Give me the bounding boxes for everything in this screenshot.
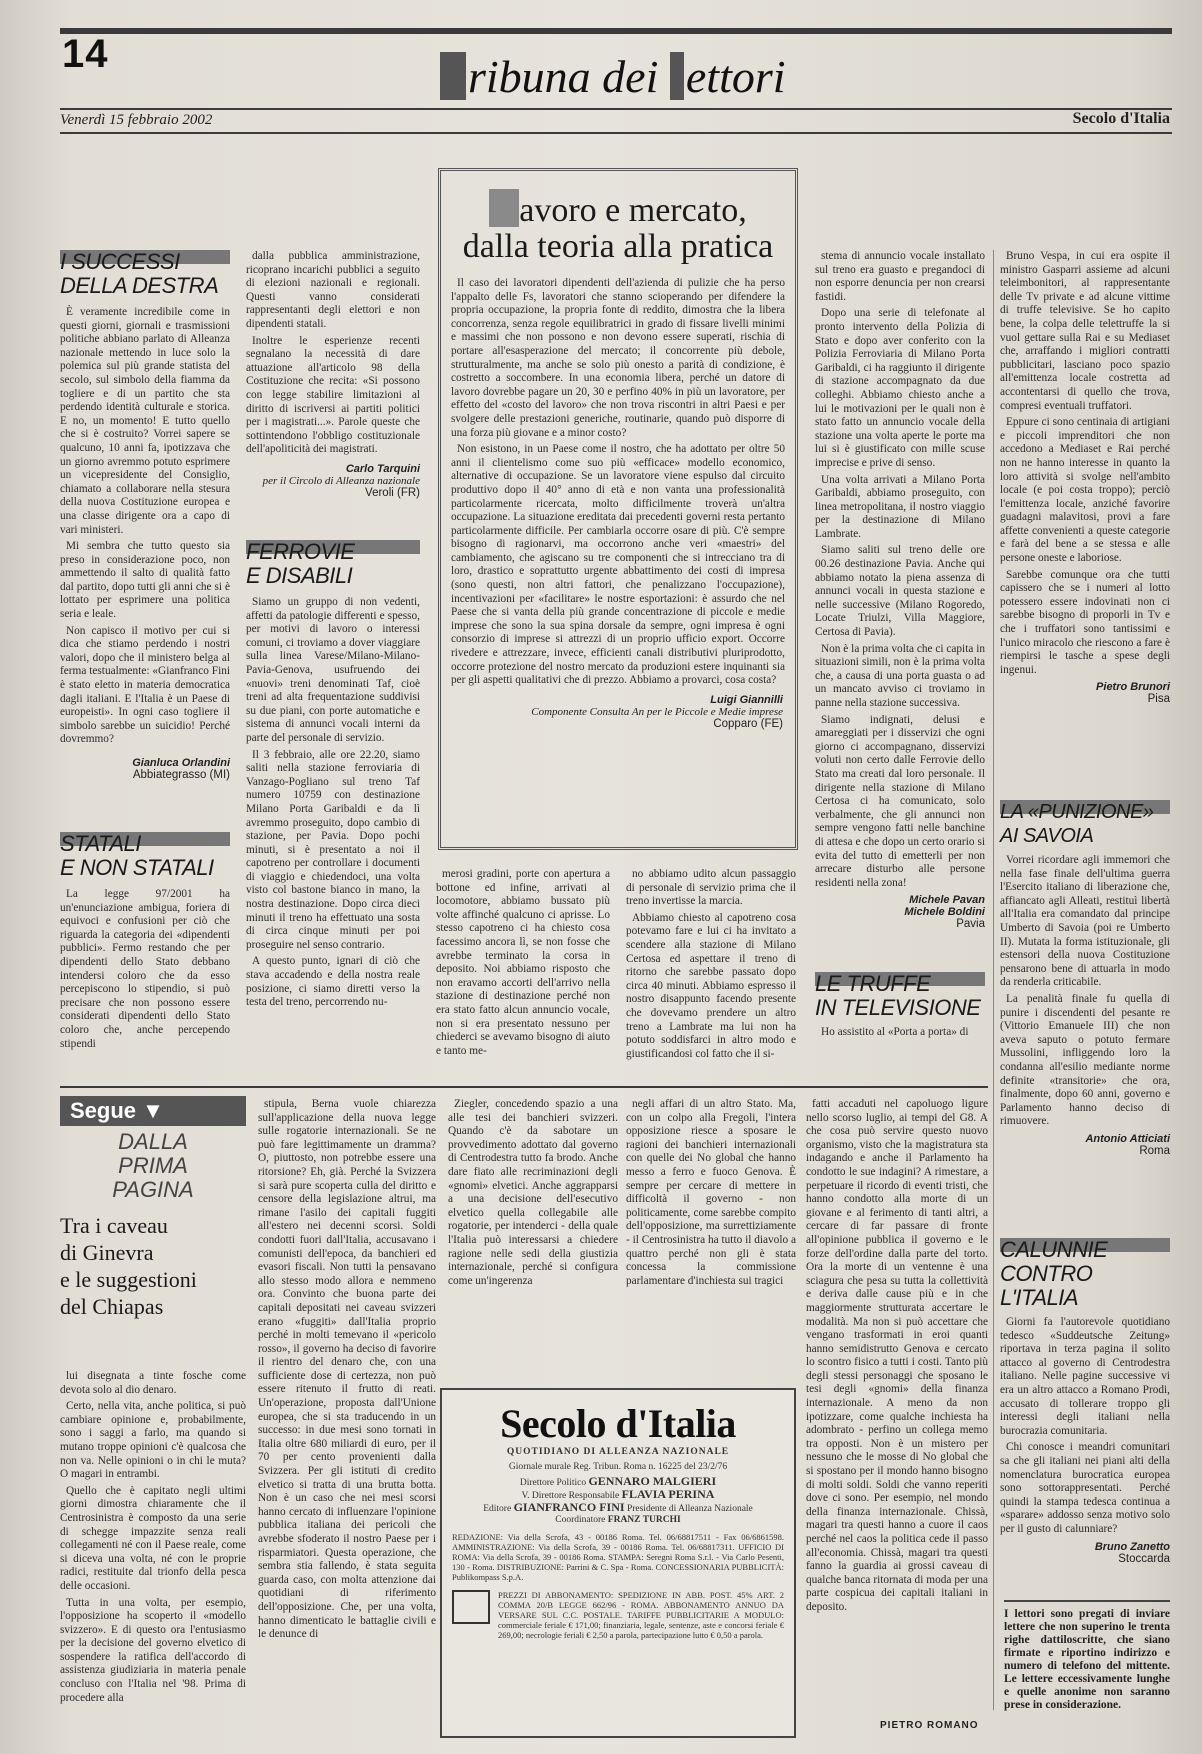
section-title-initial-t — [440, 52, 466, 100]
letter-body: Bruno Vespa, in cui era ospite il ministro Gasparri assieme ad alcuni teleimbonitori, al rappresentante delle Tv private e ad alcune vittime di truffe televisive. Se ho capito bene, la colpa delle telettruffe la si vuol gettare sulla Rai e su Mediaset che, arraffando i migliori contratti pubblicitari, lasciano poco spazio all'emittenza locale costretta ad accontentarsi di quello che trova, compresi eventuali truffatori. Eppure ci sono centinaia di artigiani e piccoli imprenditori che non accedono a Mediaset e Rai perché non ne hanno interesse in quanto la loro attività si svolge nell'ambito locale (e poi costa troppo); perciò l'emittenza locale, anziché favorire guadagni malavitosi, provi a fare affette convenienti a queste categorie e farà del bene a se stessa e alle persone oneste e laboriose. Sarebbe comunque ora che tutti capissero che se i numeri al lotto potessero essere indovinati non ci sarebbe bisogno di proporli in Tv e che i truffatori sono tantissimi e l'unico miracolo che riescono a fare è riempirsi le tasche a spese degli ingenui. — [1000, 250, 1170, 676]
signature-name: Antonio Atticiati — [1085, 1132, 1170, 1145]
feature-title: avoro e mercato, dalla teoria alla pratica — [441, 189, 795, 265]
letter-title: STATALI E NON STATALI — [60, 831, 214, 880]
segue-teaser: Tra i caveau di Ginevra e le suggestioni del Chiapas — [60, 1213, 197, 1319]
dateline: Venerdì 15 febbraio 2002 — [60, 112, 213, 128]
signature-name-2: Michele Boldini — [904, 906, 985, 919]
letter-body: Vorrei ricordare agli immemori che nella fase finale dell'ultima guerra l'Esercito italiano di liberazione che, affiancato agli Alleati, restituì libertà all'Italia era comandato dal principe Umberto di Savoia (poi re Umberto II). Mutata la forma istituzionale, gli estensori della nuova Costituzione pensarono bene di attuarla in modo da renderla criticabile. La penalità finale fu quella di punire i discendenti del pesante re (Vittorio Emanuele III) che non aveva saputo o potuto fermare Mussolini, infliggendo loro la condanna all'esilio mediante norme definite «transitorie» che ora, finalmente, dopo 60 anni, governo e Parlamento hanno deciso di rimuovere. — [1000, 854, 1170, 1128]
letter-truffe-continued — [1000, 250, 1170, 705]
header-rule-bottom — [60, 132, 1172, 134]
signature-org: Componente Consulta An per le Piccole e Medie imprese — [531, 705, 783, 718]
column-divider — [993, 250, 994, 1710]
top-rule — [60, 28, 1172, 34]
masthead-editor: Editore GIANFRANCO FINI Presidente di Alleanza Nazionale — [483, 1500, 753, 1514]
segue-label: Segue ▼ — [60, 1096, 246, 1126]
page-number: 14 — [62, 32, 109, 76]
letter-title: LE TRUFFE IN TELEVISIONE — [815, 971, 981, 1020]
section-title-part1: ribuna dei — [468, 51, 670, 102]
letter-successi — [60, 250, 230, 781]
section-divider — [60, 1086, 988, 1088]
arrow-down-icon: ▼ — [142, 1098, 164, 1123]
segue-article-col3: Ziegler, concedendo spazio a una alle tesi dei banchieri svizzeri. Quando c'è da sabotare un provvedimento adottato dal governo di Centrodestra tutto fa brodo. Anche dare fiato alle recriminazioni degli «gnomi» elvetici. Anche aggrapparsi a una decisione dell'esecutivo elvetico quella collegabile alle rogatorie, per intenderci - della quale l'Italia può interessarsi a chiedere ragione nelle sedi della giustizia internazionale, perché si configura come un'ingerenza — [448, 1098, 618, 1287]
letter-body: La legge 97/2001 ha un'enunciazione ambigua, foriera di equivoci e confusioni per ciò che riguarda la categoria dei «dipendenti pubblici». Fermo restando che per dipendenti dello Stato debbano intendersi coloro che da esso percepiscono lo stipendio, si può precisare che non possono essere considerati dipendenti dello Stato coloro che, anche percependo stipendi — [60, 888, 230, 1050]
letter-body: È veramente incredibile come in questi giorni, giornali e trasmissioni politiche abbiano parlato di Alleanza nazionale mettendo in luce solo la polemica sul più grande statista del secolo, sul simbolo della fiamma da togliere e di un partito che sta perdendo identità culturale e storica. E no, un momento! E tutto quello che si è costruito? Vorrei sapere se qualcuno, 10 anni fa, ipotizzava che un giorno avremmo potuto esprimere un vicepresidente del Consiglio, chiamato a collaborare nella stesura della nuova Costituzione europea e una classe dirigente ora a capo di vari ministeri. Mi sembra che tutto questo sia preso in considerazione poco, non ammettendo il salto di qualità fatto dal partito, dopo tutti gli anni che si è lottato per esprimere una politica seria e leale. Non capisco il motivo per cui si dica che stiamo perdendo i nostri valori, dopo che il ministero belga al ferma testualmente: «Gianfranco Fini è stato eletto in materia democratica dagli italiani. E l'Italia è un Paese di europeisti». In ogni caso togliere il simbolo sarebbe un suicidio! Perché dovremmo? — [60, 306, 230, 746]
signature-name: Pietro Brunori — [1096, 681, 1170, 694]
segue-article-col5: fatti accaduti nel capoluogo ligure nello scorso luglio, ai tempi del G8. A che cosa può servire questo nuovo organismo, visto che la magistratura sta indagando e anche il Parlamento ha condotto le sue indagini? A rimestare, a perpetuare il ricordo di eventi tristi, che hanno condotto alla morte di un giovane e al ferimento di tanti altri, a cercare di far passare di fronte all'opinione pubblica il governo e le forze dell'ordine dalla parte del torto. Ora la morte di un ventenne è una sciagura che pesa su tutta la collettività e deriva dalle cause più e in che maggiormente strutturata accertare le modalità. Ma non si può accettare che vengano trasformati in eroi quanti hanno semidistrutto Genova e cercato lo scontro fisico a tutti i costi. Tanto più degli stessi personaggi che sposano le tesi degli «gnomi» della finanza internazionale. A meno da non ipotizzare, come qualche inchiesta ha adombrato - perfino un collega memo tra opposti. Non è un mistero per nessuno che le mosse di No global che si spostano per il mondo hanno bisogno di molti soldi. Soldi che vanno reperiti dove ci sono. Per esempio, nel mondo della finanza internazionale. Chissà, magari tra questi hanno a cuore il caos perché nel caos la politica cede il passo all'economia. Chissà, magari tra questi fanno la guardia ai grossi caveau di qualche banca ritornata di moda per una parte cospicua dei capitali italiani in deposito. — [806, 1098, 988, 1613]
letter-body: Ho assistito al «Porta a porta» di — [821, 1026, 969, 1038]
masthead-coordinator: Coordinatore FRANZ TURCHI — [555, 1515, 681, 1525]
header-rule — [60, 108, 1172, 110]
masthead-title: Secolo d'Italia — [500, 1401, 736, 1446]
masthead-director: Direttore Politico GENNARO MALGIERI — [519, 1474, 717, 1488]
segue-article-col1: lui disegnata a tinte fosche come devota solo al dio denaro. Certo, nella vita, anche politica, si può cambiare opinione e, probabilmente, sono i saggi a farlo, ma quando si mutano troppe opinioni c'è qualcosa che non va. Nelle opinioni o in chi le muta? O magari in entrambi. Quello che è capitato negli ultimi giorni dimostra chiaramente che il Centrosinistra è composto da una serie di schegge impazzite senza reali collegamenti né con il Paese reale, come si diceva una volta, né con le proprie radici, restituite dal trionfo della pesca delle occasioni. Tutta in una volta, per esempio, l'opposizione ha scoperto il «modello svizzero». E di questo ora l'entusiasmo per la decisione del governo elvetico di sospendere la ratifica dell'accordo di assistenza giudiziaria in materia penale concluso con l'Italia nel '98. Prima di procedere alla — [60, 1370, 246, 1704]
feature-title-initial — [489, 189, 519, 227]
signature-org: per il Circolo di Alleanza nazionale — [262, 474, 420, 487]
feature-body: Il caso dei lavoratori dipendenti dell'azienda di pulizie che ha perso l'appalto delle Fs, lavoratori che stanno scioperando per difendere la propria occupazione, la propria fonte di reddito, dimostra che la libera concorrenza, senza regole equilibratrici in grado di fissare livelli minimi e massimi che non possono e non devono essere superati, rischia di portare all'esasperazione del mercato; il concorrente più debole, strutturalmente, ma anche se solo più onesto a parità di condizione, è costretto a soccombere. In una economia libera, perché un datore di lavoro dovrebbe pagare un 20, 30 e perfino 40% in più un lavoratore, per effetto del «costo del lavoro» che non trova riscontri in altri Paesi e per svolgere delle prestazioni generiche, routinarie, quando può disporre di una forza più giovane e a minor costo? Non esistono, in un Paese come il nostro, che ha adottato per oltre 50 anni il clientelismo come suo più «efficace» modello economico, alternative di occupazione. Se un lavoratore viene espulso dal circuito produttivo dopo il 40° anno di età e non vanta una professionalità particolarmente ricercata, molto difficilmente troverà un'altra occupazione. La situazione ereditata dai precedenti governi resta pertanto particolarmente difficile. Per cambiarla occorre osare di più. C'è sempre bisogno di ragionarvi, ma occorrono anche veri «maestri» del cambiamento, che agiscano su tre componenti che si intrecciano tra di loro, drastico e soprattutto urgente abbattimento dei costi di impresa (sono questi, non altri fattori, che penalizzano l'occupazione), incentivazioni per «facilitare» le nostre esportazioni: è assurdo che nel Paese che si vanta della più grande concentrazione di piccole e medie imprese che sono la sua spina dorsale da sempre, ogni impresa è ogni consorzio di imprese si attrezzi di un proprio ufficio export. Occorre rivedere e attrezzare, invece, efficienti canali distributivi pluriprodotto, occorre protezione del nostro mercato da produzioni estere inquinanti sia per gli aspetti qualitativi che di prezzo. Abbiamo a provarci, cosa costa? — [451, 277, 785, 687]
letter-truffe — [815, 972, 985, 1043]
signature-place: Abbiategrasso (MI) — [132, 769, 230, 781]
signature-name: Bruno Zanetto — [1094, 1540, 1170, 1553]
letter-title: I SUCCESSI DELLA DESTRA — [60, 249, 219, 298]
masthead-subscriptions-row — [452, 1590, 784, 1640]
signature-place: Pisa — [1147, 693, 1170, 706]
ferrovie-continued-1: merosi gradini, porte con apertura a bottone ed infine, arrivati al locomotore, abbiamo bussato più volte affinché qualcuno ci aprisse. Lo stesso capotreno ci ha chiesto cosa facessimo ancora lì, se non fosse che avrebbe terminato la corsa in deposito. Noi abbiamo risposto che non eravamo accorti dell'arrivo nella stazione di destinazione perché non era stato fatto alcun annuncio vocale, non si era presentato nessuno per chiederci se avevamo bisogno di aiuto e tanto me- — [436, 868, 610, 1057]
signature-name: Luigi Giannilli — [710, 693, 783, 706]
signature-place: Stoccarda — [1118, 1552, 1170, 1565]
segue-section — [60, 1096, 246, 1320]
fieg-logo-icon — [452, 1590, 490, 1624]
paper-name: Secolo d'Italia — [1072, 110, 1170, 127]
letter-title: FERROVIE E DISABILI — [246, 539, 355, 588]
letter-body: Giorni fa l'autorevole quotidiano tedesco «Suddeutsche Zeitung» riportava in terza pagina il solito attacco al governo di Centrodestra italiano. Nelle pagine successive vi era un altro attacco a Romano Prodi, accusato di tollerare troppo gli interessi degli italiani nella burocrazia comunitaria. Chi conosce i meandri comunitari sa che gli italiani nei piani alti della nomenclatura burocratica europea sono sottorappresentati. Perché quindi la stampa tedesca continua a «sparare» addosso senza motivo solo per il gusto di calunniare? — [1000, 1316, 1170, 1535]
ferrovie-continued-2: no abbiamo udito alcun passaggio di personale di servizio prima che il treno invertisse la marcia. Abbiamo chiesto al capotreno cosa potevamo fare e lui ci ha invitato a scendere alla stazione di Milano Certosa ed aspettare il treno di ritorno che sarebbe passato dopo circa 40 minuti. Abbiamo espresso il nostro disappunto facendo presente che dovevamo prendere un altro treno a Lambrate ma lui non ha potuto soddisfarci in altro modo e giustificandosi col fatto che il si- — [626, 868, 796, 1060]
masthead-box — [440, 1388, 796, 1738]
letter-ferrovie — [246, 540, 420, 1013]
letter-title: CALUNNIE CONTRO L'ITALIA — [1000, 1237, 1108, 1310]
signature-place: Roma — [1139, 1144, 1170, 1157]
letter-body: stema di annuncio vocale installato sul treno era guasto e pregandoci di non esporre denuncia per non crearsi fastidi. Dopo una serie di telefonate al pronto intervento della Polizia di Stato e dopo aver conferito con la Polizia Ferroviaria di Milano Porta Garibaldi, ci ha raggiunto il dirigente di stazione accompagnato da due colleghi. Abbiamo chiesto anche a lui le motivazioni per le quali non è stato fatto un annuncio vocale della stazione una volta aperte le porte ma lui si è giustificato con mille scuse imprecise e prive di senso. Una volta arrivati a Milano Porta Garibaldi, abbiamo proseguito, con linea metropolitana, il nostro viaggio per la destinazione di Milano Lambrate. Siamo saliti sul treno delle ore 00.26 destinazione Pavia. Anche qui abbiamo notato la piena assenza di annunci vocali in questa stazione e nelle successive (Milano Rogoredo, Locate Triulzi, Villa Maggiore, Certosa di Pavia). Non è la prima volta che ci capita in situazioni simili, non è la prima volta che, a causa di una porta guasta o ad un mancato avviso ci troviamo in panne nella stazione successiva. Siamo indignati, delusi e amareggiati per i disservizi che ogni giorno ci accompagnano, disservizi voluti non certo dalle Ferrovie dello Stato ma creati dal loro personale. Il dirigente nella stazione di Milano Certosa ci ha comunicato, solo verbalmente, che gli annunci non sempre vengono fatti nelle banchine di attesa e che dopo un certo orario si evita del tutto di emetterli per non arrecare disturbo alle persone residenti nella zona! — [815, 250, 985, 889]
letter-title: LA «PUNIZIONE» AI SAVOIA — [1000, 801, 1154, 847]
masthead-subtitle: QUOTIDIANO DI ALLEANZA NAZIONALE — [506, 1447, 730, 1457]
letter-calunnie — [1000, 1238, 1170, 1565]
section-title-initial-l — [670, 52, 684, 100]
letter-body: dalla pubblica amministrazione, ricoprano incarichi pubblici a seguito di elezioni nazionali e regionali. Questi vanno considerati rappresentanti degli elettori e non dipendenti statali. Inoltre le esperienze recenti segnalano la necessità di dare attuazione all'articolo 98 della Costituzione che recita: «Si possono con legge stabilire limitazioni al diritto di iscriversi ai partiti politici per i magistrati...». Parole queste che sottintendono l'obbligo costituzionale dell'apoliticità dei magistrati. — [246, 250, 420, 456]
signature-name-1: Michele Pavan — [909, 894, 985, 907]
segue-subtitle: DALLA PRIMA PAGINA — [112, 1129, 194, 1202]
letter-body: Siamo un gruppo di non vedenti, affetti da patologie differenti e spesso, per motivi di lavoro o interessi comuni, ci troviamo a dover viaggiare sulla linea Varese/Milano-Milano-Pavia-Genova, usufruendo dei «nuovi» treni denominati Taf, cioè treni ad alta frequentazione suddivisi su due piani, con porte automatiche e sistema di annunci vocali interni da parte del personale di servizio. Il 3 febbraio, alle ore 22.20, siamo saliti nella stazione ferroviaria di Vanzago-Pogliano sul treno Taf numero 10759 con destinazione Milano Porta Garibaldi e da lì avremmo proseguito, dopo cambio di stazione, per Pavia. Dopo pochi minuti, si è presentato a noi il capotreno per controllare i documenti di viaggio e chiedendoci, una volta visto col bastone bianco in mano, la nostra destinazione. Dopo circa dieci minuti il treno ha effettuato una sosta di circa cinque minuti per poi proseguire nel senso contrario. A questo punto, ignari di ciò che stava accadendo e della nostra reale posizione, ci siamo diretti verso la testa del treno, percorrendo nu- — [246, 596, 420, 1009]
section-title — [440, 50, 786, 103]
section-title-part2: ettori — [685, 51, 786, 102]
ferrovie-continued-3 — [815, 250, 985, 930]
letter-successi-continued — [246, 250, 420, 499]
article-author: PIETRO ROMANO — [880, 1720, 979, 1731]
segue-article-col2: stipula, Berna vuole chiarezza sull'applicazione della nuova legge sulle rogatorie internazionali. Se ne può fare legittimamente un dramma? O, piuttosto, non potrebbe essere una ritorsione? Eh, già. Perché la Svizzera si sarà pure scoperta culla del diritto e censore della legislazione altrui, ma rimane l'asilo dei capitali fuggiti all'estero nei decenni scorsi. Soldi condotti fuori dall'Italia, accusavano i comunisti dell'epoca, da banchieri ed evasori fiscali. Non tutti la pensavano allo stesso modo allora e nemmeno ora. Convinto che buona parte dei capitali depositati nei caveau svizzeri erano «fuggiti» dall'Italia proprio perché in molti temevano il «pericolo rosso», il governo ha deciso di favorire il rientro del denaro che, con una sufficiente dose di certezza, non può essere ritenuto il frutto di reati. Un'operazione, proposta dall'Unione europea, che si sta traducendo in un successo: in due mesi sono tornati in Italia oltre 680 miliardi di euro, per il 70 per cento provenienti dalla Svizzera. Per gli istituti di credito elvetico si tratta di una brutta botta. Non è un caso che nei mesi scorsi hanno cercato di influenzare l'opinione pubblica italiana dei pericoli che avrebbe sfoderato il nostro Paese per i risparmiatori. Questa operazione, che sembra stia fallendo, è stata seguita guarda caso, con molta attenzione dai quotidiani di riferimento dell'opposizione. Che, per una volta, hanno dimenticato le battaglie civili e le denunce di — [258, 1098, 436, 1641]
signature-place: Pavia — [956, 918, 985, 931]
masthead-details: REDAZIONE: Via della Scrofa, 43 - 00186 Roma. Tel. 06/68817511 - Fax 06/6861598. AMMINISTRAZIONE: Via della Scrofa, 39 - 00186 Roma. Tel. 06/68817311. UFFICIO DI ROMA: Via della Scrofa, 39 - 00186 Roma. STAMPA: Seregni Roma S.r.l. - Via Carlo Pesenti, 130 - Roma. DISTRIBUZIONE: Parrini & C. Spa - Roma. CONCESSIONARIA PUBBLICITÀ: Publikompass S.p.A. — [452, 1532, 784, 1582]
segue-article-col4: negli affari di un altro Stato. Ma, con un colpo alla Fregoli, l'intera opposizione riesce a sposare le ragioni dei banchieri internazionali con quelle dei No global che hanno messo a ferro e fuoco Genova. È sempre per cercare di mettere in difficoltà il governo - non politicamente, come sarebbe compito dell'opposizione, ma surrettiziamente - il Centrosinistra ha tutto il diavolo a quattro perché non gli è stata concessa la commissione parlamentare d'inchiesta sui tragici — [626, 1098, 796, 1287]
masthead-subscriptions: PREZZI DI ABBONAMENTO: SPEDIZIONE IN ABB. POST. 45% ART. 2 COMMA 20/B LEGGE 662/96 - ROMA. ABBONAMENTO ANNUO DA VERSARE SUL C.C. POSTALE. TARIFFE PUBBLICITARIE A MODULO: commerciale feriale € 171,00; finanziaria, legale, sentenze, aste e concorsi feriale € 269,00; necrologie feriali € 2,50 a parola, partecipazione lutto € 0,50 a parola. — [498, 1590, 784, 1640]
editorial-note: I lettori sono pregati di inviare lettere che non superino le trenta righe dattiloscritte, che siano firmate e riportino indirizzo e numero di telefono del mittente. Le lettere eccessivamente lunghe e quelle anonime non saranno prese in considerazione. — [1004, 1600, 1170, 1712]
feature-box-lavoro — [438, 168, 798, 850]
signature-name: Carlo Tarquini — [345, 462, 420, 475]
masthead-registration: Giornale murale Reg. Tribun. Roma n. 16225 del 23/2/76 — [508, 1462, 728, 1472]
letter-savoia — [1000, 800, 1170, 1157]
signature-place: Veroli (FR) — [365, 486, 420, 499]
signature-place: Copparo (FE) — [713, 717, 783, 730]
signature-name: Gianluca Orlandini — [132, 757, 230, 769]
masthead-vicedirector: V. Direttore Responsabile FLAVIA PERINA — [521, 1487, 715, 1501]
letter-statali — [60, 832, 230, 1054]
